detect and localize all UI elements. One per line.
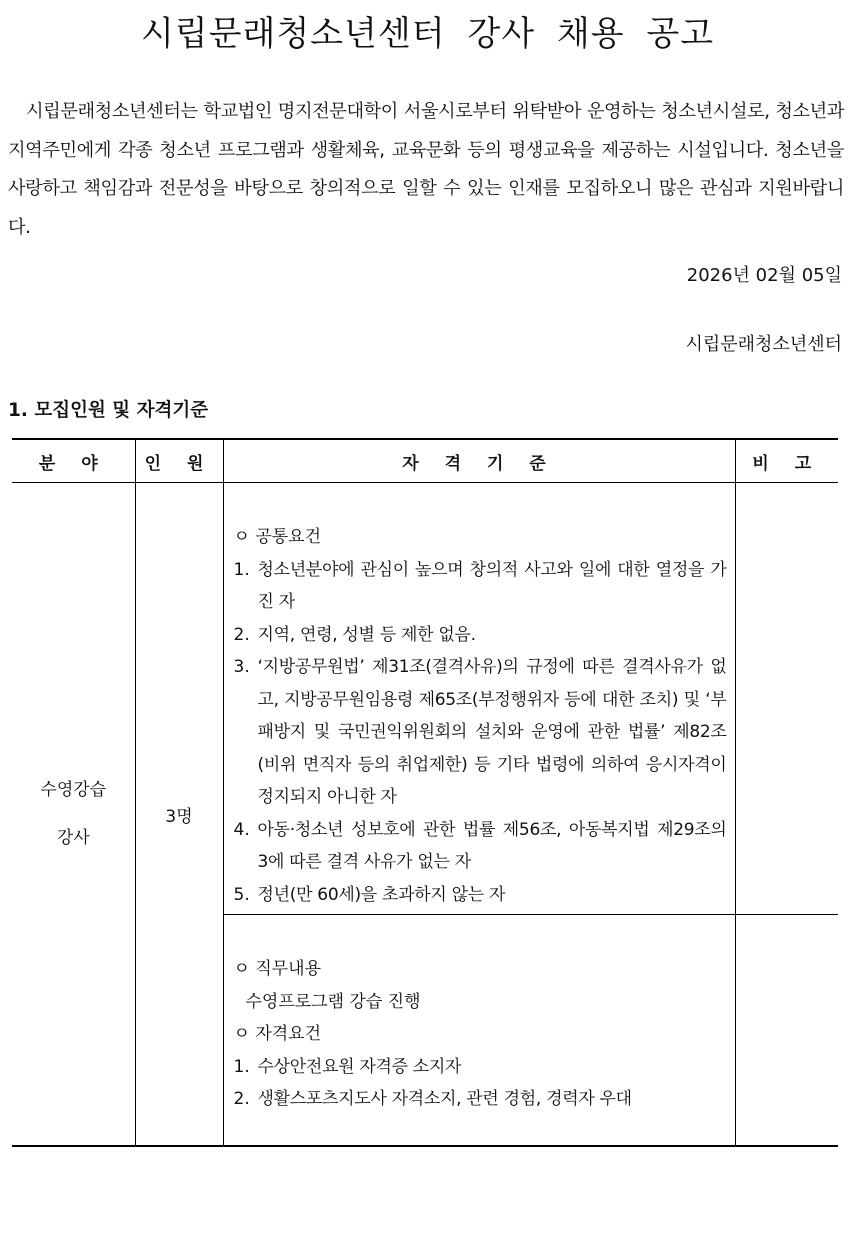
item-text: 수상안전요원 자격증 소지자 <box>257 1056 462 1077</box>
item-text: 청소년분야에 관심이 높으며 창의적 사고와 일에 대한 열정을 가진 자 <box>257 559 727 612</box>
item-number: 1. <box>233 1056 250 1077</box>
list-item <box>234 814 727 879</box>
header-count: 인 원 <box>135 439 223 483</box>
item-number: 5. <box>233 884 250 905</box>
item-text: ‘지방공무원법’ 제31조(결격사유)의 규정에 따른 결격사유가 없고, 지방공무원임용령 제65조(부정행위자 등에 대한 조치) 및 ‘부패방지 및 국민권익위원회의 설치와 운영에 관한 법률’ 제82조(비위 면직자 등의 취업제한) 등 기타 법령에 의하여 응시자격이 정지되지 아니한 자 <box>257 657 727 807</box>
item-text: 정년(만 60세)을 초과하지 않는 자 <box>257 884 506 905</box>
duty-requirements <box>224 915 735 1145</box>
table-header-row <box>12 439 838 483</box>
item-number: 2. <box>233 624 250 645</box>
list-item <box>234 1083 727 1116</box>
remarks-top <box>736 483 839 915</box>
table-row <box>12 483 838 1147</box>
item-number: 3. <box>233 657 250 677</box>
duty-heading: ㅇ 직무내용 <box>233 959 322 979</box>
remarks-cell <box>735 483 838 1147</box>
item-text: 아동·청소년 성보호에 관한 법률 제56조, 아동복지법 제29조의 3에 따른 결격 사유가 없는 자 <box>257 819 727 872</box>
list-item <box>234 1051 727 1084</box>
list-item <box>234 651 727 814</box>
remarks-bottom <box>736 915 839 1145</box>
page-title: 시립문래청소년센터 강사 채용 공고 <box>140 14 715 54</box>
list-item <box>234 554 727 619</box>
common-heading: ㅇ 공통요건 <box>233 527 322 547</box>
item-number: 4. <box>233 819 250 840</box>
field-line-1: 수영강습 <box>40 780 107 800</box>
duty-text: 수영프로그램 강습 진행 <box>245 991 421 1012</box>
header-field: 분 야 <box>12 439 135 483</box>
organization-name: 시립문래청소년센터 <box>685 334 842 355</box>
item-number: 2. <box>233 1089 250 1109</box>
announcement-date: 2026년 02월 05일 <box>686 265 842 286</box>
intro-paragraph: 시립문래청소년센터는 학교법인 명지전문대학이 서울시로부터 위탁받아 운영하는 청소년시설로, 청소년과 지역주민에게 각종 청소년 프로그램과 생활체육, 교육문화 등의 평생교육을 제공하는 시설입니다. 청소년을 사랑하고 책임감과 전문성을 바탕으로 창의적으로 일할 수 있는 인재를 모집하오니 많은 관심과 지원바랍니다. <box>8 101 844 238</box>
item-text: 지역, 연령, 성별 등 제한 없음. <box>257 624 476 645</box>
count-cell: 3명 <box>135 483 223 1147</box>
criteria-cell <box>223 483 735 1147</box>
qualification-heading: ㅇ 자격요건 <box>233 1024 322 1044</box>
item-number: 1. <box>233 559 250 580</box>
section-title-recruitment: 1. 모집인원 및 자격기준 <box>8 400 209 421</box>
list-item <box>234 879 727 912</box>
common-requirements <box>224 483 735 915</box>
field-cell <box>12 483 135 1147</box>
list-item <box>234 619 727 652</box>
item-text: 생활스포츠지도사 자격소지, 관련 경험, 경력자 우대 <box>257 1089 632 1109</box>
header-remarks: 비 고 <box>735 439 838 483</box>
header-criteria: 자 격 기 준 <box>223 439 735 483</box>
field-line-2: 강사 <box>56 828 90 848</box>
recruitment-table <box>12 438 838 1147</box>
